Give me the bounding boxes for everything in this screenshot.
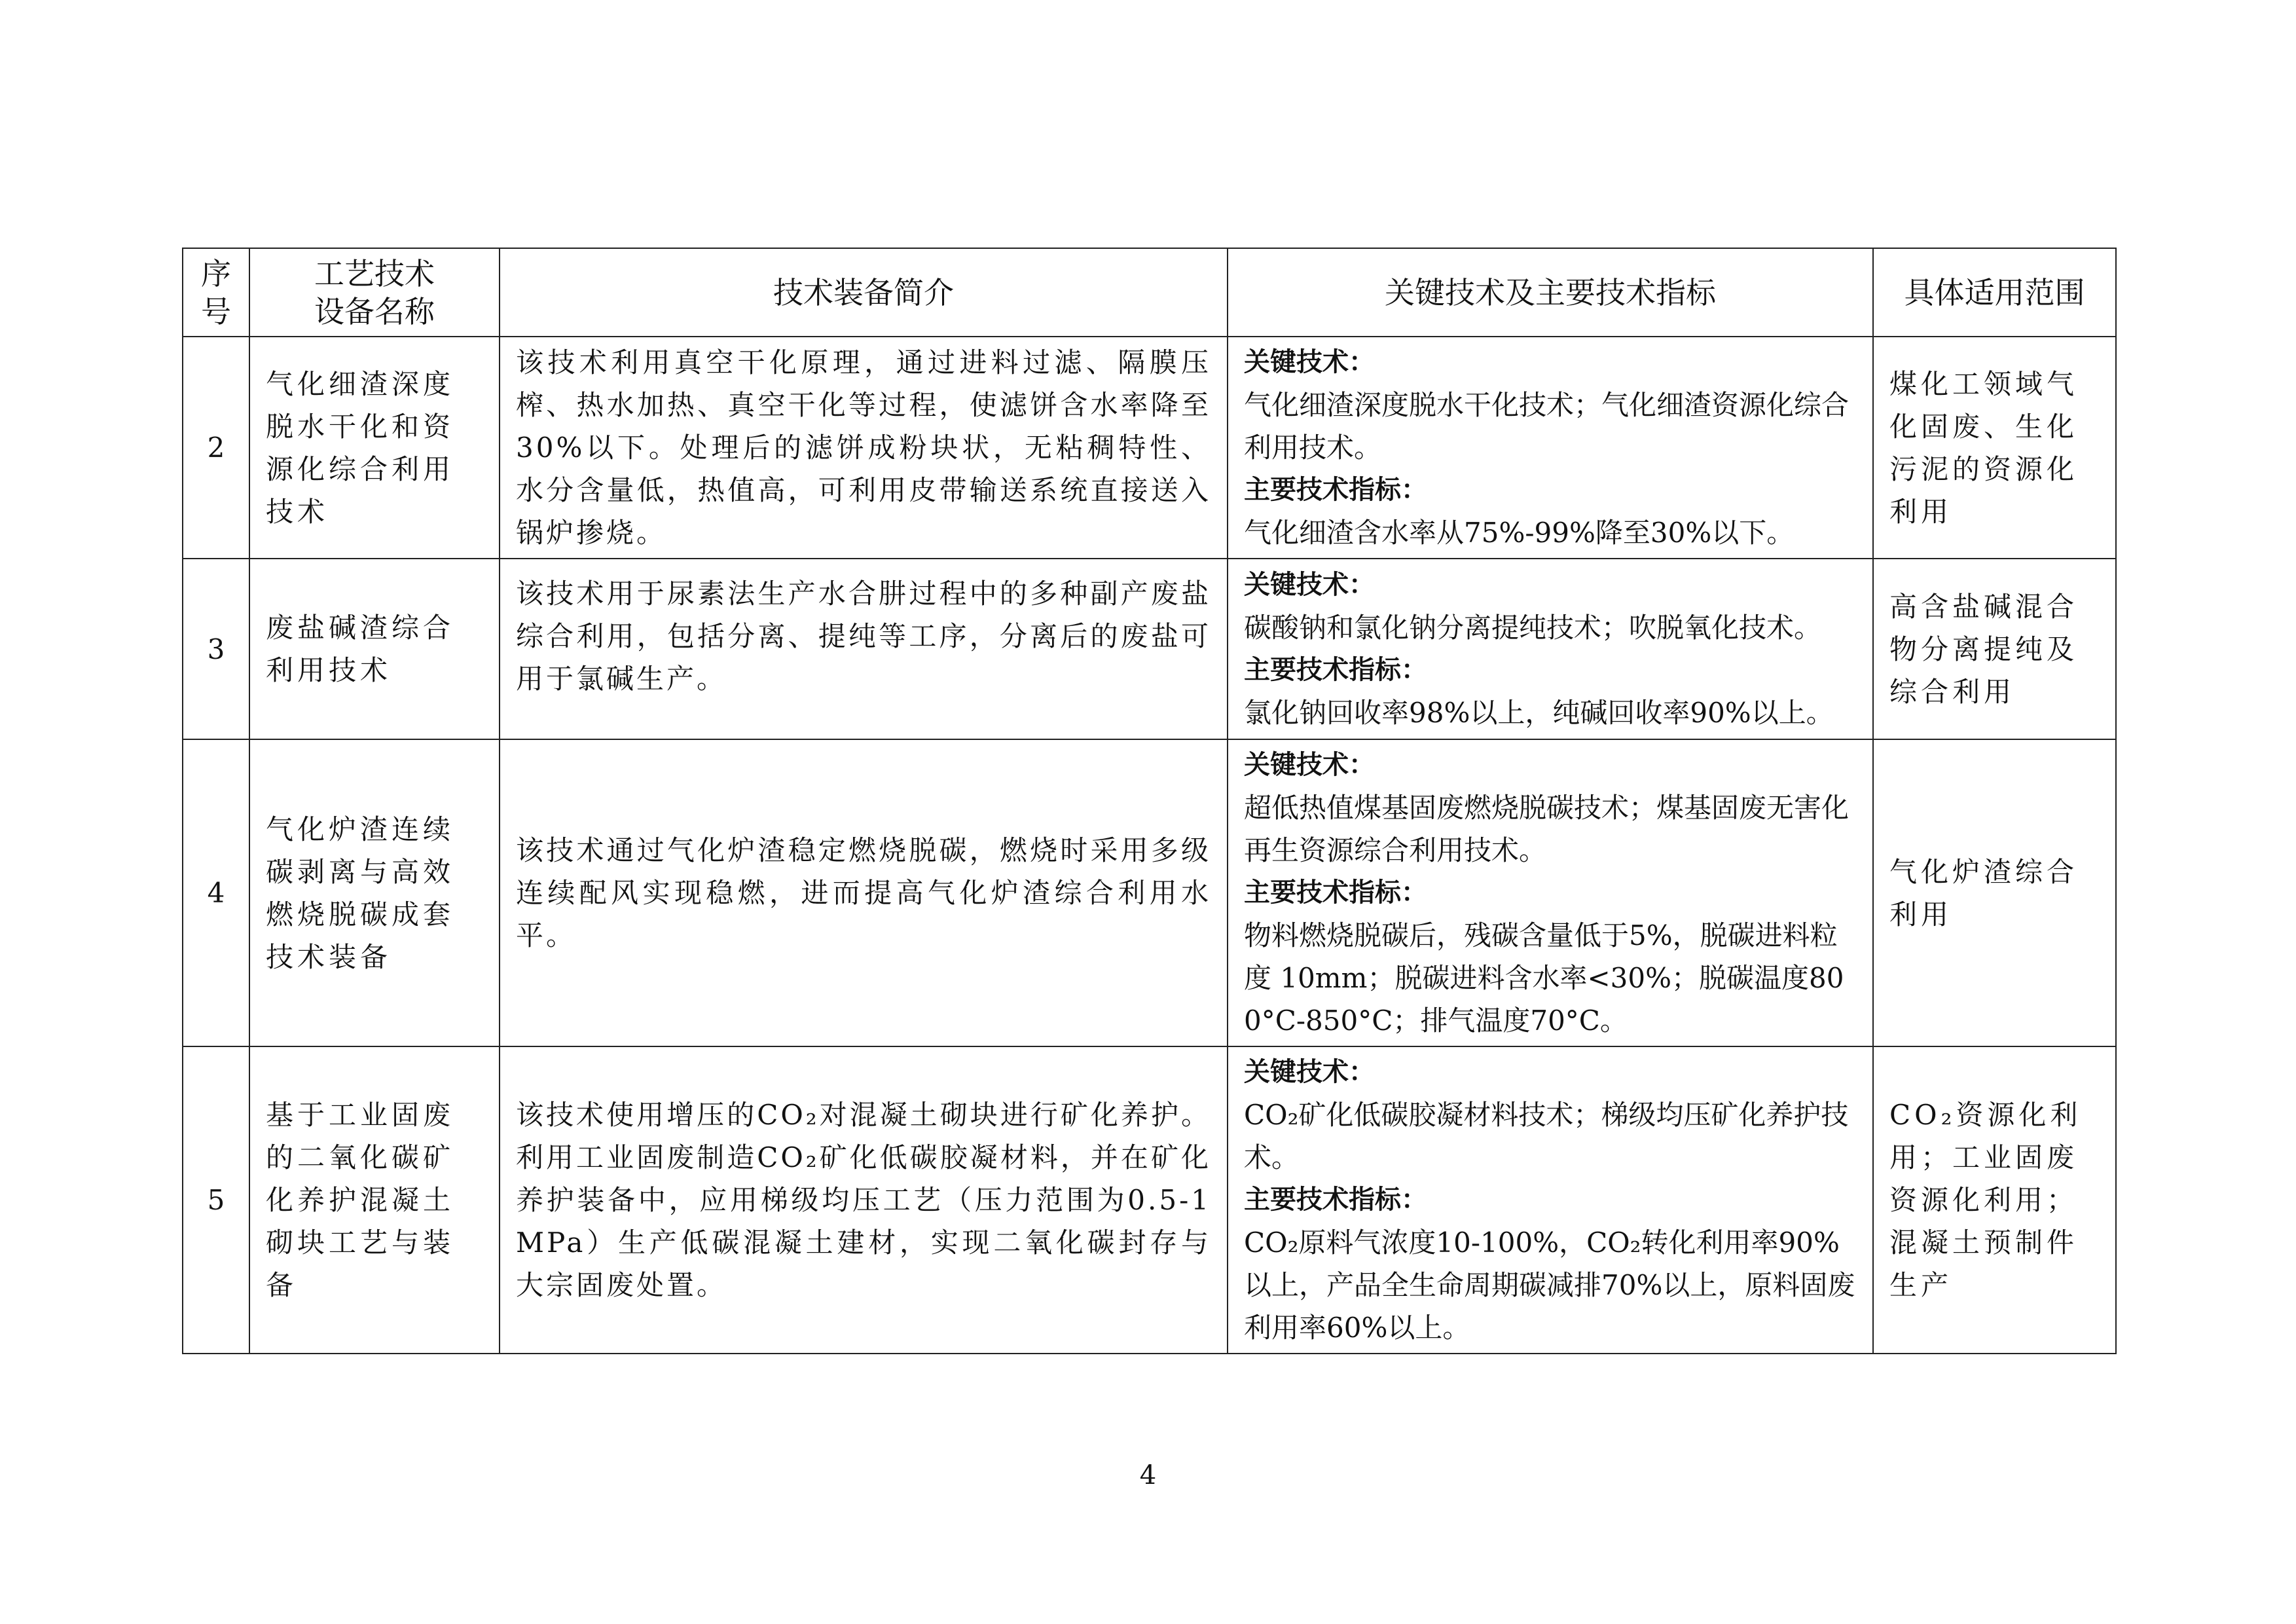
- header-key: 关键技术及主要技术指标: [1228, 248, 1873, 337]
- key-tech-label: 关键技术：: [1244, 570, 1375, 600]
- indicator-text: 氯化钠回收率98%以上，纯碱回收率90%以上。: [1244, 697, 1834, 729]
- row-range: 煤化工领域气化固废、生化污泥的资源化利用: [1873, 337, 2116, 559]
- row-key-tech-cell: [1228, 1046, 1873, 1354]
- row-desc: 该技术使用增压的CO₂对混凝土砌块进行矿化养护。利用工业固废制造CO₂矿化低碳胶凝材料，并在矿化养护装备中，应用梯级均压工艺（压力范围为0.5-1MPa）生产低碳混凝土建材，实现二氧化碳封存与大宗固废处置。: [500, 1046, 1228, 1354]
- row-range: 气化炉渣综合利用: [1873, 739, 2116, 1046]
- row-no: 5: [183, 1046, 249, 1354]
- header-name-line1: 工艺技术: [314, 255, 435, 291]
- key-tech-text: 超低热值煤基固废燃烧脱碳技术；煤基固废无害化再生资源综合利用技术。: [1244, 792, 1850, 866]
- key-tech-text: 气化细渣深度脱水干化技术；气化细渣资源化综合利用技术。: [1244, 389, 1850, 464]
- page-number: 4: [1139, 1460, 1157, 1490]
- indicator-label: 主要技术指标：: [1244, 877, 1427, 908]
- table-row: [183, 739, 2116, 1046]
- key-tech-text: CO₂矿化低碳胶凝材料技术；梯级均压矿化养护技术。: [1244, 1099, 1849, 1173]
- key-tech-label: 关键技术：: [1244, 750, 1375, 780]
- row-name: 废盐碱渣综合利用技术: [249, 559, 500, 739]
- row-key-tech-cell: [1228, 337, 1873, 559]
- key-tech-text: 碳酸钠和氯化钠分离提纯技术；吹脱氧化技术。: [1244, 612, 1822, 644]
- table-row: [183, 1046, 2116, 1354]
- header-name: [249, 248, 500, 337]
- table-row: [183, 559, 2116, 739]
- row-key-tech-cell: [1228, 559, 1873, 739]
- header-range: 具体适用范围: [1873, 248, 2116, 337]
- row-key-tech-cell: [1228, 739, 1873, 1046]
- header-row: [183, 248, 2116, 337]
- indicator-text: CO₂原料气浓度10-100%，CO₂转化利用率90%以上，产品全生命周期碳减排70%以上，原料固废利用率60%以上。: [1244, 1227, 1855, 1344]
- row-desc: 该技术利用真空干化原理，通过进料过滤、隔膜压榨、热水加热、真空干化等过程，使滤饼含水率降至30%以下。处理后的滤饼成粉块状，无粘稠特性、水分含量低，热值高，可利用皮带输送系统直接送入锅炉掺烧。: [500, 337, 1228, 559]
- row-no: 3: [183, 559, 249, 739]
- key-tech-label: 关键技术：: [1244, 1057, 1375, 1087]
- row-name: 基于工业固废的二氧化碳矿化养护混凝土砌块工艺与装备: [249, 1046, 500, 1354]
- header-name-line2: 设备名称: [314, 293, 435, 329]
- header-no-line1: 序: [201, 255, 231, 291]
- row-desc: 该技术用于尿素法生产水合肼过程中的多种副产废盐综合利用，包括分离、提纯等工序，分离后的废盐可用于氯碱生产。: [500, 559, 1228, 739]
- row-desc: 该技术通过气化炉渣稳定燃烧脱碳，燃烧时采用多级连续配风实现稳燃，进而提高气化炉渣综合利用水平。: [500, 739, 1228, 1046]
- row-no: 4: [183, 739, 249, 1046]
- key-tech-label: 关键技术：: [1244, 347, 1375, 377]
- row-range: 高含盐碱混合物分离提纯及综合利用: [1873, 559, 2116, 739]
- indicator-text: 气化细渣含水率从75%-99%降至30%以下。: [1244, 517, 1795, 549]
- row-no: 2: [183, 337, 249, 559]
- header-desc: 技术装备简介: [500, 248, 1228, 337]
- indicator-text: 物料燃烧脱碳后，残碳含量低于5%，脱碳进料粒度 10mm；脱碳进料含水率<30%；脱碳温度800°C-850°C；排气温度70°C。: [1244, 919, 1844, 1037]
- table-row: [183, 337, 2116, 559]
- header-no-line2: 号: [201, 293, 231, 329]
- tech-table: [182, 248, 2117, 1354]
- row-name: 气化细渣深度脱水干化和资源化综合利用技术: [249, 337, 500, 559]
- row-name: 气化炉渣连续碳剥离与高效燃烧脱碳成套技术装备: [249, 739, 500, 1046]
- header-no: [183, 248, 249, 337]
- indicator-label: 主要技术指标：: [1244, 1185, 1427, 1215]
- indicator-label: 主要技术指标：: [1244, 475, 1427, 505]
- row-range: CO₂资源化利用；工业固废资源化利用；混凝土预制件生产: [1873, 1046, 2116, 1354]
- indicator-label: 主要技术指标：: [1244, 655, 1427, 685]
